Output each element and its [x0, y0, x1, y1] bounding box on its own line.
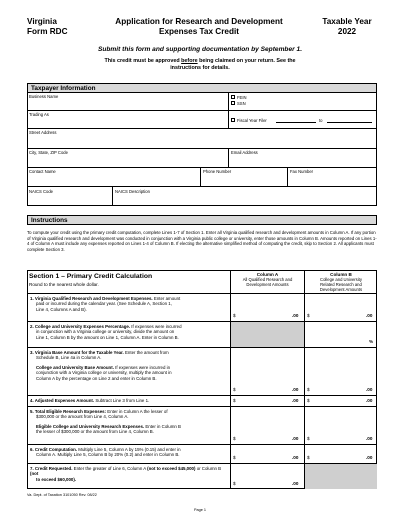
city-state-zip-input[interactable]	[29, 155, 225, 166]
line7-colA-cents: .00	[292, 481, 299, 486]
trading-as-input[interactable]	[29, 117, 225, 127]
line3-desc-b: Schedule B, Line 4a in Column A.	[36, 355, 102, 361]
line5-title: 5. Total Eligible Research Expenses:	[30, 409, 107, 414]
line5-colB-cents: .00	[366, 436, 373, 441]
line2-colB-input[interactable]	[308, 337, 366, 346]
line5-desc-d: the lesser of $300,000 or the amount from Line 4, Column B.	[36, 429, 154, 435]
line3-subtitle: College and University Base Amount.	[36, 364, 114, 370]
naics-code-label: NAICS Code	[29, 189, 53, 194]
line1-colB-dollar: $	[307, 313, 310, 318]
line5-colA-dollar: $	[233, 436, 236, 441]
city-state-zip-label: City, State, ZIP Code	[29, 150, 68, 155]
taxable-year-value: 2022	[337, 27, 357, 36]
fiscal-year-label: Fiscal Year Filer	[237, 117, 267, 123]
title-line-2: Expenses Tax Credit	[159, 27, 239, 36]
section1-subtitle: Round to the nearest whole dollar.	[29, 282, 99, 287]
line3-desc-e: Column A by the percentage on Line 2 and enter in Column B.	[36, 375, 157, 381]
fiscal-start-input[interactable]	[276, 122, 316, 123]
fiscal-to-label: to	[319, 117, 323, 123]
line3-text	[30, 350, 228, 381]
line7-limit-a: (not to exceed $45,000)	[147, 466, 196, 471]
line6-desc-b: Column A. Multiply Line 5, Column B by 20% (0.2) and enter in Column B.	[36, 452, 180, 458]
line4-colA-cents: .00	[292, 398, 299, 403]
line6-colA-dollar: $	[233, 455, 236, 460]
fein-label: FEIN	[237, 94, 247, 100]
line5-colB-input[interactable]	[312, 434, 364, 443]
line3-desc-a: Enter the amount from	[123, 350, 169, 355]
line4-title: 4. Adjusted Expenses Amount.	[30, 398, 95, 403]
line5-text	[30, 409, 228, 435]
naics-description-input[interactable]	[115, 194, 374, 205]
line1-colA-input[interactable]	[238, 311, 290, 320]
column-b-sub-3: Development Amounts	[319, 287, 363, 292]
ssn-checkbox[interactable]	[231, 101, 235, 105]
line4-colA-dollar: $	[233, 398, 236, 403]
line3-colA-input[interactable]	[238, 385, 290, 394]
fiscal-year-checkbox[interactable]	[231, 118, 235, 122]
contact-name-input[interactable]	[29, 174, 197, 185]
taxpayer-section-header: Taxpayer Information	[27, 83, 377, 93]
id-number-input[interactable]	[244, 99, 374, 109]
taxable-year	[316, 17, 378, 37]
line7-colA-dollar: $	[233, 481, 236, 486]
line6-text	[30, 447, 228, 458]
line6-colA-cents: .00	[292, 455, 299, 460]
column-a-sub-2: Development Amounts	[246, 282, 289, 287]
approval-notice	[70, 58, 330, 72]
instructions-header: Instructions	[27, 215, 377, 225]
approval-text-emph: before	[181, 58, 198, 64]
phone-label: Phone Number	[203, 169, 232, 174]
line4-colB-cents: .00	[366, 398, 373, 403]
line7-desc-b: or Column B	[195, 466, 222, 471]
column-a-title: Column A	[256, 272, 279, 277]
email-label: Email Address	[231, 150, 258, 155]
form-number: Form RDC	[27, 27, 68, 36]
line1-desc-c: Line 4, Columns A and B).	[36, 306, 87, 312]
line1-colB-input[interactable]	[312, 311, 364, 320]
line2-colB-percent: %	[369, 339, 374, 344]
column-a-sub-1: All Qualified Research and	[242, 277, 293, 282]
phone-input[interactable]	[203, 174, 285, 185]
approval-text-2: being claimed on your return. See the	[197, 58, 296, 64]
form-identifier	[27, 17, 67, 37]
line5-colA-input[interactable]	[238, 434, 290, 443]
taxable-year-label: Taxable Year	[322, 17, 372, 26]
line5-desc-b: $300,000 or the amount from Line 4, Column A.	[36, 414, 129, 420]
column-b-sub-1: College and University	[320, 277, 362, 282]
fax-input[interactable]	[290, 174, 374, 185]
line2-desc-b: in conjunction with a Virginia college or university, divide the amount on	[36, 329, 175, 335]
line7-colA-input[interactable]	[238, 479, 290, 488]
footer-agency: Va. Dept. of Taxation 3101050 Rev. 08/22	[27, 493, 97, 497]
state-name: Virginia	[27, 17, 57, 26]
line7-limit-c: to exceed $60,000).	[36, 476, 77, 482]
line5-colA-cents: .00	[292, 436, 299, 441]
line7-desc-a: Enter the greater of Line 6, Column A	[72, 466, 148, 471]
line5-colB-dollar: $	[307, 436, 310, 441]
line1-title: 1. Virginia Qualified Research and Development Expenses.	[30, 296, 153, 301]
line3-colB-input[interactable]	[312, 385, 364, 394]
line6-colB-cents: .00	[366, 455, 373, 460]
line4-colB-dollar: $	[307, 398, 310, 403]
line1-colB-cents: .00	[366, 313, 373, 318]
line2-title: 2. College and University Expenses Percentage.	[30, 324, 131, 329]
approval-text-1: This credit must be approved	[104, 58, 182, 64]
title-line-1: Application for Research and Development	[115, 17, 283, 26]
line1-desc-b: paid or incurred during the calendar year. (See Schedule A, Section 1,	[36, 301, 172, 307]
street-address-label: Street Address	[29, 130, 57, 135]
line1-desc-a: Enter amount	[152, 296, 181, 301]
line2-desc-a: If expenses were incurred	[130, 324, 182, 329]
business-name-label: Business Name	[29, 94, 59, 99]
fein-checkbox[interactable]	[231, 95, 235, 99]
line7-title: 7. Credit Requested.	[30, 466, 73, 471]
fiscal-end-input[interactable]	[327, 122, 372, 123]
line5-desc-c: Enter in Column B	[144, 423, 181, 429]
line3-colA-cents: .00	[292, 387, 299, 392]
approval-text-3: instructions for details.	[170, 65, 230, 71]
section1-title: Section 1 – Primary Credit Calculation	[29, 273, 153, 280]
line4-text	[30, 398, 228, 403]
naics-description-label: NAICS Description	[115, 189, 150, 194]
form-title	[104, 17, 294, 37]
line3-desc-c: If expenses were incurred in	[113, 364, 171, 370]
line3-colB-dollar: $	[307, 387, 310, 392]
submit-notice: Submit this form and supporting documentation by September 1.	[97, 46, 303, 53]
line4-colB-input[interactable]	[312, 397, 364, 406]
column-b-title: Column B	[330, 272, 352, 277]
ssn-label: SSN	[237, 100, 246, 106]
column-a-header	[231, 272, 304, 287]
line6-colA-input[interactable]	[238, 453, 290, 462]
line6-title: 6. Credit Computation.	[30, 447, 78, 452]
email-input[interactable]	[231, 155, 374, 166]
line7-colB-shaded	[305, 464, 377, 489]
line2-text	[30, 324, 228, 340]
line1-text	[30, 296, 228, 312]
line6-colB-input[interactable]	[312, 453, 364, 462]
column-b-header	[305, 272, 377, 292]
line5-desc-a: Enter in Column A the lesser of	[106, 409, 168, 414]
line4-desc: Subtract Line 3 from Line 1.	[94, 398, 150, 403]
line3-colA-dollar: $	[233, 387, 236, 392]
street-address-input[interactable]	[29, 135, 374, 147]
line2-desc-c: Line 1, Column B by the amount on Line 1, Column A. Enter in Column B.	[36, 334, 179, 340]
line4-colA-input[interactable]	[238, 397, 290, 406]
line5-subtitle: Eligible College and University Research Expenses.	[36, 423, 145, 429]
fax-label: Fax Number	[290, 169, 314, 174]
line3-title: 3. Virginia Base Amount for the Taxable Year.	[30, 350, 124, 355]
line1-colA-dollar: $	[233, 313, 236, 318]
line3-desc-d: conjunction with a Virginia college or university, multiply the amount in	[36, 370, 172, 376]
naics-code-input[interactable]	[29, 194, 109, 205]
page-number: Page 1	[193, 508, 207, 512]
line1-colA-cents: .00	[292, 313, 299, 318]
line3-colB-cents: .00	[366, 387, 373, 392]
line7-limit-b: (not	[30, 471, 39, 477]
business-name-input[interactable]	[29, 99, 225, 109]
column-b-sub-2: Related Research and	[320, 282, 362, 287]
line7-text	[30, 466, 228, 482]
line6-desc-a: Multiply Line 5, Column A by 15% (0.15) and enter in	[77, 447, 181, 452]
instructions-text: To compute your credit using the primary credit computation, complete Lines 1-7 of Section 1. Enter all Virginia qualified research and development amounts in Column A. If any portion of Virginia qualified research and development was conducted in conjunction with a Virginia public college or university, enter those amounts in Column B. Amounts reported on Lines 1-4 of Column A must include any expenses reported on Lines 1-4 of Column B. If electing the alternative simplified method of computing the credit, skip to Section 2. All applicants must complete Section 3.	[27, 230, 377, 252]
line2-colA-shaded	[231, 322, 304, 347]
trading-as-label: Trading As	[29, 112, 49, 117]
line6-colB-dollar: $	[307, 455, 310, 460]
contact-name-label: Contact Name	[29, 169, 56, 174]
